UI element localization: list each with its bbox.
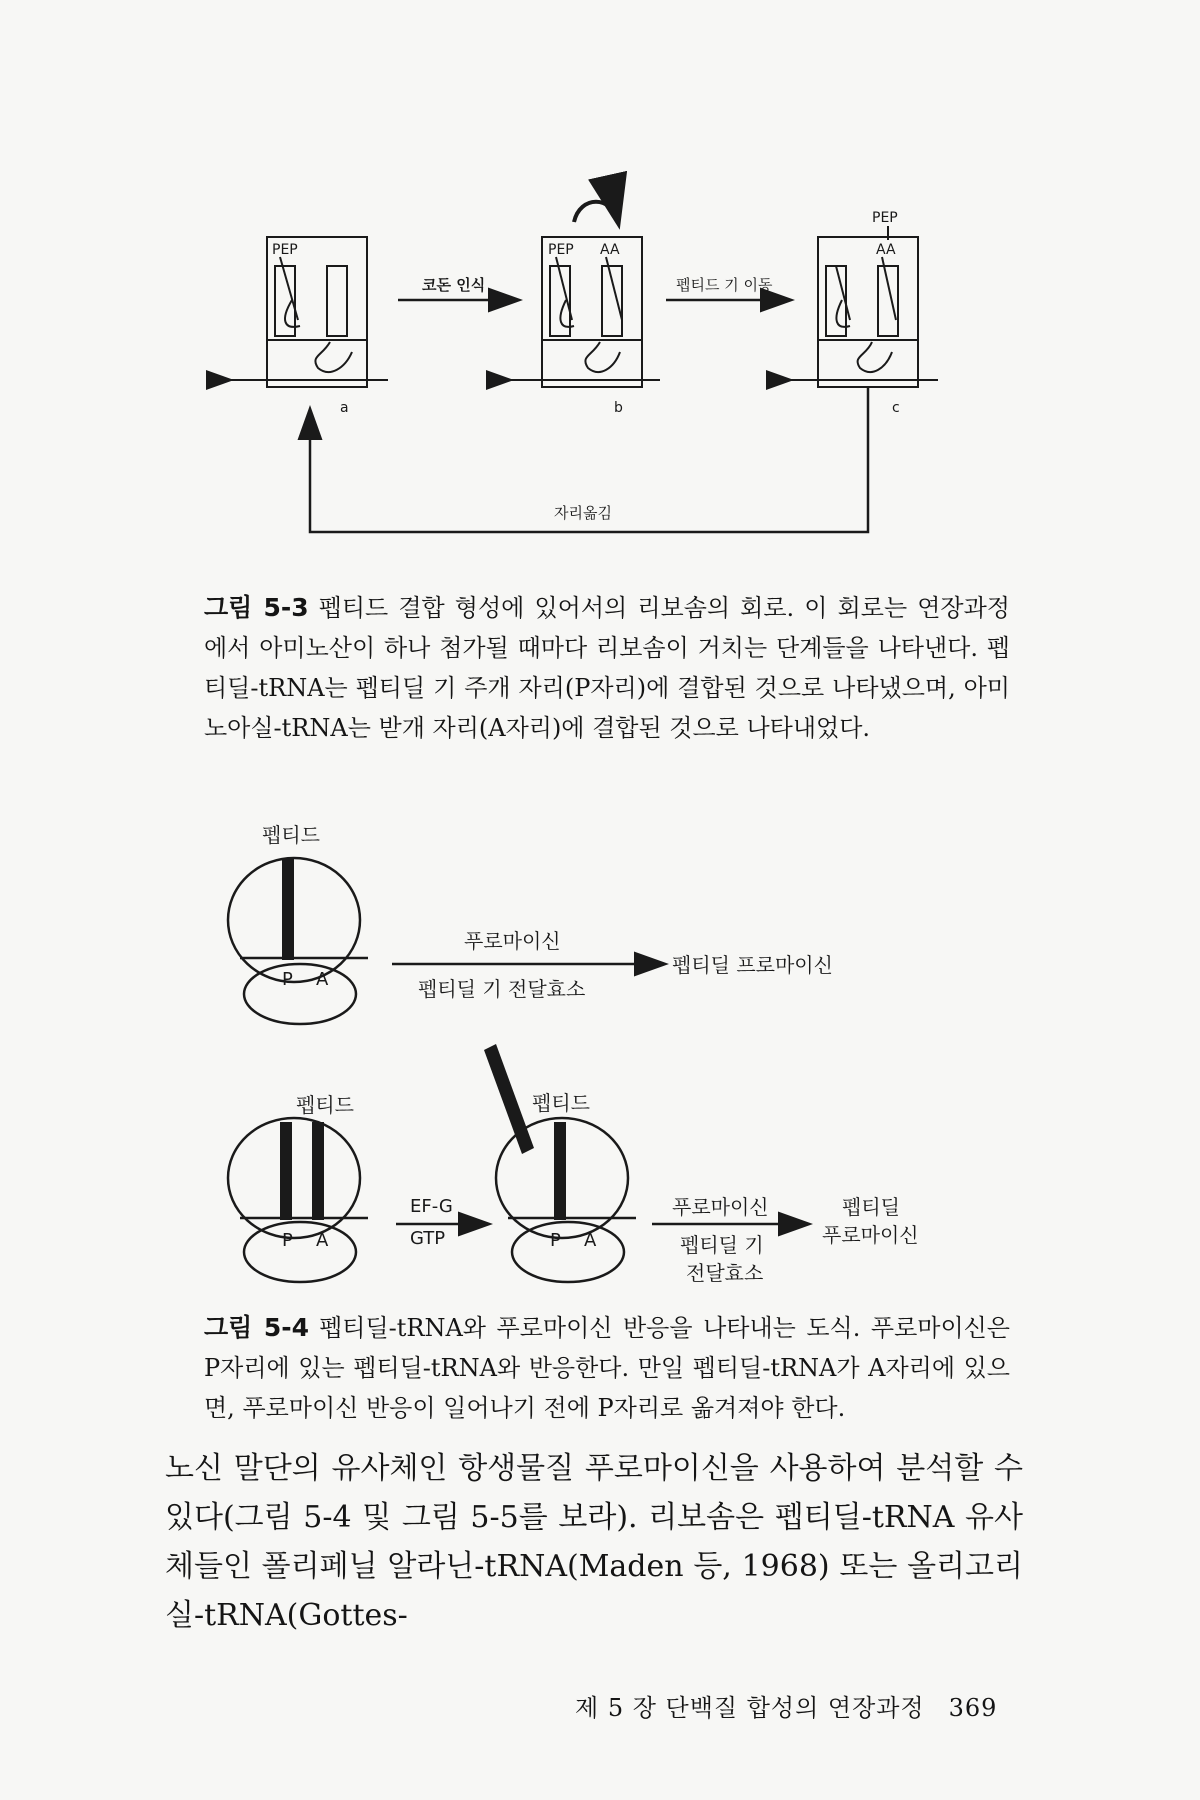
bottom-product-1: 펩티딜 [842, 1195, 900, 1219]
top-enzyme: 펩티딜 기 전달효소 [418, 977, 586, 1001]
ribosome-state-a [230, 237, 388, 387]
bottom-site-p-1: P [282, 1230, 293, 1251]
bottom-peptide-label-1: 펩티드 [296, 1093, 354, 1117]
ribosome-state-c [790, 226, 938, 387]
ribosome-top [228, 858, 368, 1024]
trna-bar-p-moved [554, 1122, 566, 1220]
state-b-letter: b [614, 400, 623, 416]
top-peptide-label: 펩티드 [262, 823, 320, 847]
figure-5-3-caption-text: 펩티드 결합 형성에 있어서의 리보솜의 회로. 이 회로는 연장과정에서 아미노산이 하나 첨가될 때마다 리보솜이 거치는 단계들을 나타낸다. 펩티딜-tRNA는 펩티딜 기 주개 자리(P자리)에 결합된 것으로 나타냈으며, 아미노아실-tRNA는 받개 자리(A자리)에 결합된 것으로 나타내었다. [204, 594, 1010, 742]
state-b-pep: PEP [548, 242, 574, 258]
released-trna-bar [484, 1044, 534, 1154]
figure-5-3-caption-label: 그림 5-3 [204, 593, 309, 622]
bottom-gtp: GTP [410, 1228, 446, 1249]
page-footer [575, 1688, 997, 1723]
figure-5-3-caption [204, 588, 1010, 748]
ribosome-bottom-left [228, 1118, 368, 1282]
state-c-aa: AA [876, 242, 896, 258]
figure-5-4-caption-text: 펩티딜-tRNA와 푸로마이신 반응을 나타내는 도식. 푸로마이신은 P자리에 있는 펩티딜-tRNA와 반응한다. 만일 펩티딜-tRNA가 A자리에 있으면, 푸로마이신 반응이 일어나기 전에 P자리로 옮겨져야 한다. [204, 1314, 1010, 1422]
bottom-product-2: 푸로마이신 [822, 1223, 919, 1247]
state-a-pep: PEP [272, 242, 298, 258]
figure-5-3 [0, 0, 1200, 560]
body-paragraph: 노신 말단의 유사체인 항생물질 푸로마이신을 사용하여 분석할 수 있다(그림 5-4 및 그림 5-5를 보라). 리보솜은 펩티딜-tRNA 유사체들인 폴리페닐 알라닌-tRNA(Maden 등, 1968) 또는 올리고리실-tRNA(Gottes- [165, 1451, 1023, 1633]
peptidyl-trna-bar [282, 858, 294, 960]
state-c-letter: c [892, 400, 900, 416]
state-b-aa: AA [600, 242, 620, 258]
state-a-letter: a [340, 400, 349, 416]
arrow-2-label: 펩티드 기 이동 [676, 276, 773, 294]
top-site-a: A [316, 969, 329, 990]
top-site-p: P [282, 969, 293, 990]
trna-bar-p [280, 1122, 292, 1220]
top-reagent: 푸로마이신 [464, 929, 561, 953]
figure-5-4 [0, 800, 1200, 1290]
bottom-peptide-label-2: 펩티드 [532, 1091, 590, 1115]
bottom-site-p-2: P [550, 1230, 561, 1251]
bottom-reagent: 푸로마이신 [672, 1195, 769, 1219]
return-label: 자리옮김 [554, 504, 612, 522]
figure-5-4-caption-label: 그림 5-4 [204, 1313, 310, 1342]
bottom-site-a-2: A [584, 1230, 597, 1251]
bottom-factor: EF-G [410, 1196, 453, 1217]
top-product: 펩티딜 프로마이신 [672, 953, 833, 977]
trna-bar-a [312, 1122, 324, 1220]
page-number: 369 [948, 1694, 998, 1722]
state-c-pep: PEP [872, 210, 898, 226]
bottom-enzyme-2: 전달효소 [686, 1261, 764, 1285]
arrow-1-label: 코돈 인식 [422, 276, 486, 294]
chapter-title: 제 5 장 단백질 합성의 연장과정 [575, 1694, 925, 1722]
figure-5-4-caption [204, 1308, 1010, 1428]
bottom-enzyme-1: 펩티딜 기 [680, 1233, 764, 1257]
ribosome-state-b [510, 202, 660, 387]
bottom-site-a-1: A [316, 1230, 329, 1251]
